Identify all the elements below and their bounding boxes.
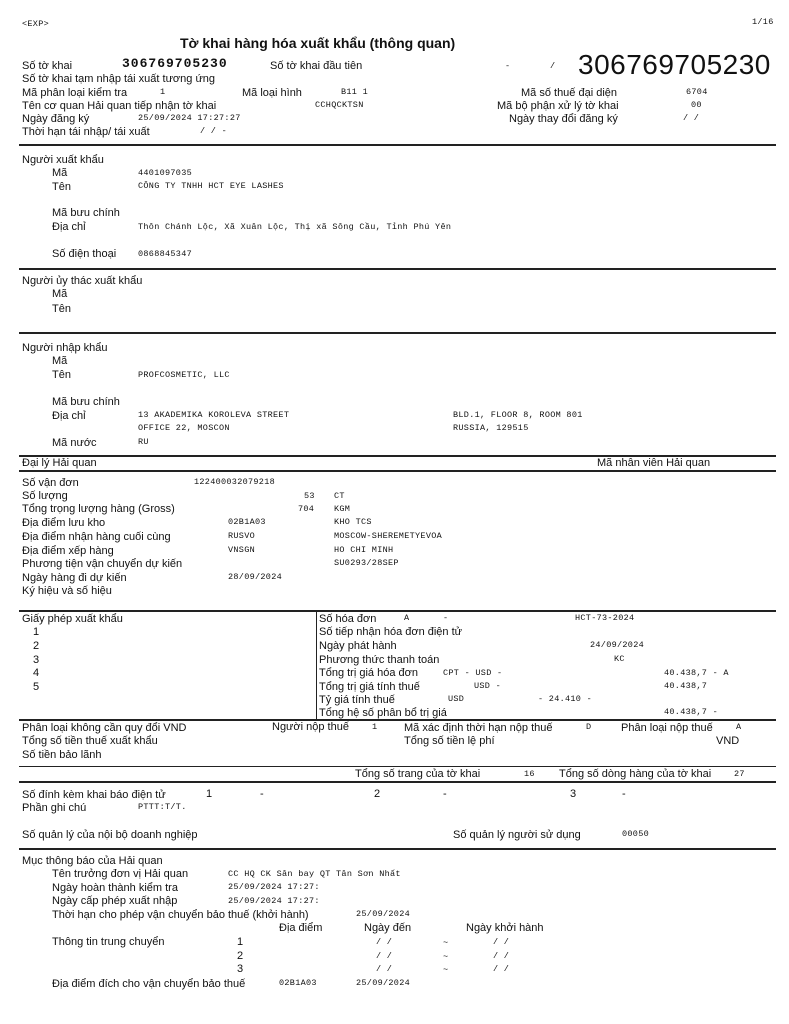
so-hoa-don-label: Số hóa đơn	[319, 613, 377, 625]
divider	[19, 470, 776, 472]
exporter-dia-chi-label: Địa chỉ	[52, 221, 86, 233]
truong-don-vi-value: CC HQ CK Sân bay QT Tân Sơn Nhất	[228, 869, 401, 879]
ty-gia-cur: USD	[448, 694, 465, 704]
tong-tri-gia-tt-value: 40.438,7	[664, 681, 708, 691]
transit-row-arrival: / /	[376, 937, 393, 947]
so-luong-value: 53	[304, 491, 315, 501]
so-luong-label: Số lượng	[22, 490, 68, 502]
thoi-han-bao-thue-value: 25/09/2024	[356, 909, 411, 919]
ma-phan-loai-value: 1	[160, 87, 166, 97]
ma-xac-dinh-label: Mã xác định thời hạn nộp thuế	[404, 722, 553, 734]
hoan-thanh-value: 25/09/2024 17:27:	[228, 882, 320, 892]
importer-ma-nuoc-value: RU	[138, 437, 149, 447]
ma-xac-dinh-value: D	[586, 722, 592, 732]
tong-tri-gia-hd-value: 40.438,7 - A	[664, 668, 729, 678]
importer-dia-chi-label: Địa chỉ	[52, 410, 86, 422]
ma-bo-phan-value: 00	[691, 100, 702, 110]
phuong-tien-value: SU0293/28SEP	[334, 558, 399, 568]
cap-phep-value: 25/09/2024 17:27:	[228, 896, 320, 906]
divider	[19, 610, 776, 612]
tong-tri-gia-hd-label: Tổng trị giá hóa đơn	[319, 667, 418, 679]
importer-section-label: Người nhập khẩu	[22, 342, 108, 354]
dia-diem-header: Địa điểm	[279, 922, 323, 934]
so-to-khai-value: 306769705230	[122, 56, 228, 71]
nhan-hang-label: Địa điểm nhận hàng cuối cùng	[22, 531, 171, 543]
ngay-dang-ky-label: Ngày đăng ký	[22, 113, 90, 125]
transit-row-arrival: / /	[376, 964, 393, 974]
ty-gia-label: Tỷ giá tính thuế	[319, 694, 395, 706]
license-row-3: 3	[33, 654, 40, 666]
ngay-thay-doi-value: / /	[683, 113, 700, 123]
van-don-value: 122400032079218	[194, 477, 276, 487]
dich-label: Địa điểm đích cho vận chuyển bảo thuế	[52, 978, 246, 990]
bao-lanh-label: Số tiền bảo lãnh	[22, 749, 102, 761]
divider	[19, 144, 776, 146]
tong-trang-value: 16	[524, 769, 535, 779]
so-hoa-don-value: HCT-73-2024	[575, 613, 635, 623]
dinh-kem-2: 2	[374, 788, 381, 800]
transit-row-number: 2	[237, 950, 244, 962]
luu-kho-name: KHO TCS	[334, 517, 372, 527]
importer-dia-chi-line2a: OFFICE 22, MOSCON	[138, 423, 230, 433]
tiep-nhan-label: Số tiếp nhận hóa đơn điện tử	[319, 626, 463, 638]
dich-date: 25/09/2024	[356, 978, 411, 988]
transit-row-departure: / /	[493, 937, 510, 947]
license-row-2: 2	[33, 640, 40, 652]
importer-ten-label: Tên	[52, 369, 71, 381]
trung-chuyen-label: Thông tin trung chuyển	[52, 936, 165, 948]
license-row-1: 1	[33, 626, 40, 638]
luu-kho-label: Địa điểm lưu kho	[22, 517, 106, 529]
tong-trang-label: Tổng số trang của tờ khai	[355, 768, 481, 780]
thoi-han-bao-thue-label: Thời hạn cho phép vận chuyển bảo thuế (khởi hành)	[52, 909, 309, 921]
license-label: Giấy phép xuất khẩu	[22, 613, 123, 625]
divider	[19, 332, 776, 334]
tong-tri-gia-tt-label: Tổng trị giá tính thuế	[319, 681, 420, 693]
tong-tri-gia-tt-cur: USD -	[474, 681, 502, 691]
ngay-dang-ky-value: 25/09/2024 17:27:27	[138, 113, 241, 123]
license-row-5: 5	[33, 681, 40, 693]
big-declaration-number: 306769705230	[578, 49, 771, 80]
nguoi-nop-value: 1	[372, 722, 378, 732]
exporter-buu-chinh-label: Mã bưu chính	[52, 207, 120, 219]
luu-kho-code: 02B1A03	[228, 517, 266, 527]
ma-bo-phan-label: Mã bộ phận xử lý tờ khai	[497, 100, 619, 112]
transit-row-departure: / /	[493, 964, 510, 974]
transit-row-sep: ~	[443, 938, 449, 948]
so-to-khai-label: Số tờ khai	[22, 60, 73, 72]
van-don-label: Số vận đơn	[22, 477, 79, 489]
ngay-den-header: Ngày đến	[364, 922, 412, 934]
ngay-phat-hanh-value: 24/09/2024	[590, 640, 645, 650]
divider	[19, 781, 776, 783]
quan-ly-nsd-value: 00050	[622, 829, 650, 839]
ma-loai-hinh-label: Mã loại hình	[242, 87, 302, 99]
entrust-section-label: Người ủy thác xuất khẩu	[22, 275, 143, 287]
nhan-hang-name: MOSCOW-SHEREMETYEVOA	[334, 531, 443, 541]
tong-he-so-label: Tổng hệ số phân bổ trị giá	[319, 707, 447, 719]
exporter-section-label: Người xuất khẩu	[22, 154, 104, 166]
phuong-tien-label: Phương tiện vận chuyển dự kiến	[22, 558, 183, 570]
exporter-ma-label: Mã	[52, 167, 68, 179]
ma-so-thue-value: 6704	[686, 87, 708, 97]
importer-buu-chinh-label: Mã bưu chính	[52, 396, 120, 408]
importer-ma-label: Mã	[52, 355, 68, 367]
trong-luong-label: Tổng trọng lượng hàng (Gross)	[22, 503, 175, 515]
ngay-khoi-hanh-header: Ngày khởi hành	[466, 922, 544, 934]
le-phi-label: Tổng số tiền lệ phí	[404, 735, 495, 747]
tong-he-so-value: 40.438,7 -	[664, 707, 719, 717]
xep-hang-code: VNSGN	[228, 545, 256, 555]
thoi-han-value: / / -	[200, 126, 228, 136]
tam-nhap-label: Số tờ khai tạm nhập tái xuất tương ứng	[22, 73, 216, 85]
exporter-ma-value: 4401097035	[138, 168, 193, 178]
ngay-di-label: Ngày hàng đi dự kiến	[22, 572, 127, 584]
dinh-kem-dash-1: -	[260, 788, 264, 800]
so-hoa-don-a: A	[404, 613, 410, 623]
nhan-hang-code: RUSVO	[228, 531, 256, 541]
thoi-han-label: Thời hạn tái nhập/ tái xuất	[22, 126, 150, 138]
quan-ly-nsd-label: Số quản lý người sử dụng	[453, 829, 581, 841]
nhan-vien-label: Mã nhân viên Hải quan	[597, 457, 711, 469]
dinh-kem-label: Số đính kèm khai báo điện tử	[22, 789, 166, 801]
exporter-dia-chi-value: Thôn Chánh Lộc, Xã Xuân Lộc, Thị xã Sông Cầu, Tỉnh Phú Yên	[138, 222, 452, 232]
co-quan-value: CCHQCKTSN	[315, 100, 364, 110]
phan-loai-vnd-label: Phân loại không cần quy đổi VND	[22, 722, 187, 734]
trong-luong-value: 704	[298, 504, 315, 514]
importer-dia-chi-line1a: 13 AKADEMIKA KOROLEVA STREET	[138, 410, 290, 420]
page-number: 1/16	[752, 17, 774, 27]
dai-ly-label: Đại lý Hải quan	[22, 457, 97, 469]
importer-dia-chi-line1b: BLD.1, FLOOR 8, ROOM 801	[453, 410, 583, 420]
so-to-khai-dau-tien-label: Số tờ khai đầu tiên	[270, 60, 363, 72]
column-divider	[316, 611, 317, 719]
phan-loai-nop-value: A	[736, 722, 742, 732]
page-title: Tờ khai hàng hóa xuất khẩu (thông quan)	[180, 35, 456, 51]
divider	[19, 268, 776, 270]
ty-gia-value: - 24.410 -	[538, 694, 593, 704]
exporter-dien-thoai-value: 0868845347	[138, 249, 193, 259]
ma-phan-loai-label: Mã phân loại kiểm tra	[22, 87, 128, 99]
transit-row-number: 1	[237, 936, 244, 948]
transit-row-sep: ~	[443, 952, 449, 962]
divider	[19, 848, 776, 850]
importer-dia-chi-line2b: RUSSIA, 129515	[453, 423, 529, 433]
exporter-ten-label: Tên	[52, 181, 71, 193]
dash-1: -	[505, 61, 511, 71]
exp-tag: <EXP>	[22, 19, 50, 29]
hoan-thanh-label: Ngày hoàn thành kiểm tra	[52, 882, 178, 894]
tong-dong-label: Tổng số dòng hàng của tờ khai	[559, 768, 712, 780]
ghi-chu-label: Phần ghi chú	[22, 802, 87, 814]
license-row-4: 4	[33, 667, 40, 679]
phan-loai-nop-label: Phân loại nộp thuế	[621, 722, 713, 734]
ghi-chu-value: PTTT:T/T.	[138, 802, 187, 812]
tong-tri-gia-hd-terms: CPT - USD -	[443, 668, 503, 678]
transit-row-arrival: / /	[376, 951, 393, 961]
dich-code: 02B1A03	[279, 978, 317, 988]
transit-row-departure: / /	[493, 951, 510, 961]
so-hoa-don-dash: -	[443, 613, 449, 623]
divider	[19, 719, 776, 721]
quan-ly-dn-label: Số quản lý của nội bộ doanh nghiệp	[22, 829, 198, 841]
truong-don-vi-label: Tên trưởng đơn vị Hải quan	[52, 868, 189, 880]
transit-row-sep: ~	[443, 965, 449, 975]
transit-row-number: 3	[237, 963, 244, 975]
ngay-di-value: 28/09/2024	[228, 572, 283, 582]
customs-section-label: Mục thông báo của Hải quan	[22, 855, 163, 867]
ma-so-thue-label: Mã số thuế đại diện	[521, 87, 618, 99]
ma-loai-hinh-value: B11 1	[341, 87, 369, 97]
dinh-kem-dash-3: -	[622, 788, 626, 800]
divider	[19, 766, 776, 767]
dinh-kem-3: 3	[570, 788, 577, 800]
importer-ten-value: PROFCOSMETIC, LLC	[138, 370, 230, 380]
dinh-kem-dash-2: -	[443, 788, 447, 800]
phuong-thuc-label: Phương thức thanh toán	[319, 654, 440, 666]
ky-hieu-label: Ký hiệu và số hiệu	[22, 585, 112, 597]
exporter-ten-value: CÔNG TY TNHH HCT EYE LASHES	[138, 181, 284, 191]
slash-1: /	[550, 61, 556, 71]
trong-luong-unit: KGM	[334, 504, 351, 514]
entrust-ma-label: Mã	[52, 288, 68, 300]
tong-tien-thue-label: Tổng số tiền thuế xuất khẩu	[22, 735, 158, 747]
entrust-ten-label: Tên	[52, 303, 71, 315]
ngay-phat-hanh-label: Ngày phát hành	[319, 640, 397, 652]
nguoi-nop-label: Người nộp thuế	[272, 721, 349, 733]
xep-hang-name: HO CHI MINH	[334, 545, 394, 555]
so-luong-unit: CT	[334, 491, 345, 501]
co-quan-label: Tên cơ quan Hải quan tiếp nhận tờ khai	[22, 100, 217, 112]
tong-dong-value: 27	[734, 769, 745, 779]
cap-phep-label: Ngày cấp phép xuất nhập	[52, 895, 178, 907]
exporter-dien-thoai-label: Số điện thoại	[52, 248, 117, 260]
ngay-thay-doi-label: Ngày thay đổi đăng ký	[509, 113, 618, 125]
xep-hang-label: Địa điểm xếp hàng	[22, 545, 114, 557]
phuong-thuc-value: KC	[614, 654, 625, 664]
dinh-kem-1: 1	[206, 788, 213, 800]
importer-ma-nuoc-label: Mã nước	[52, 437, 97, 449]
tong-tien-unit: VND	[716, 735, 740, 747]
